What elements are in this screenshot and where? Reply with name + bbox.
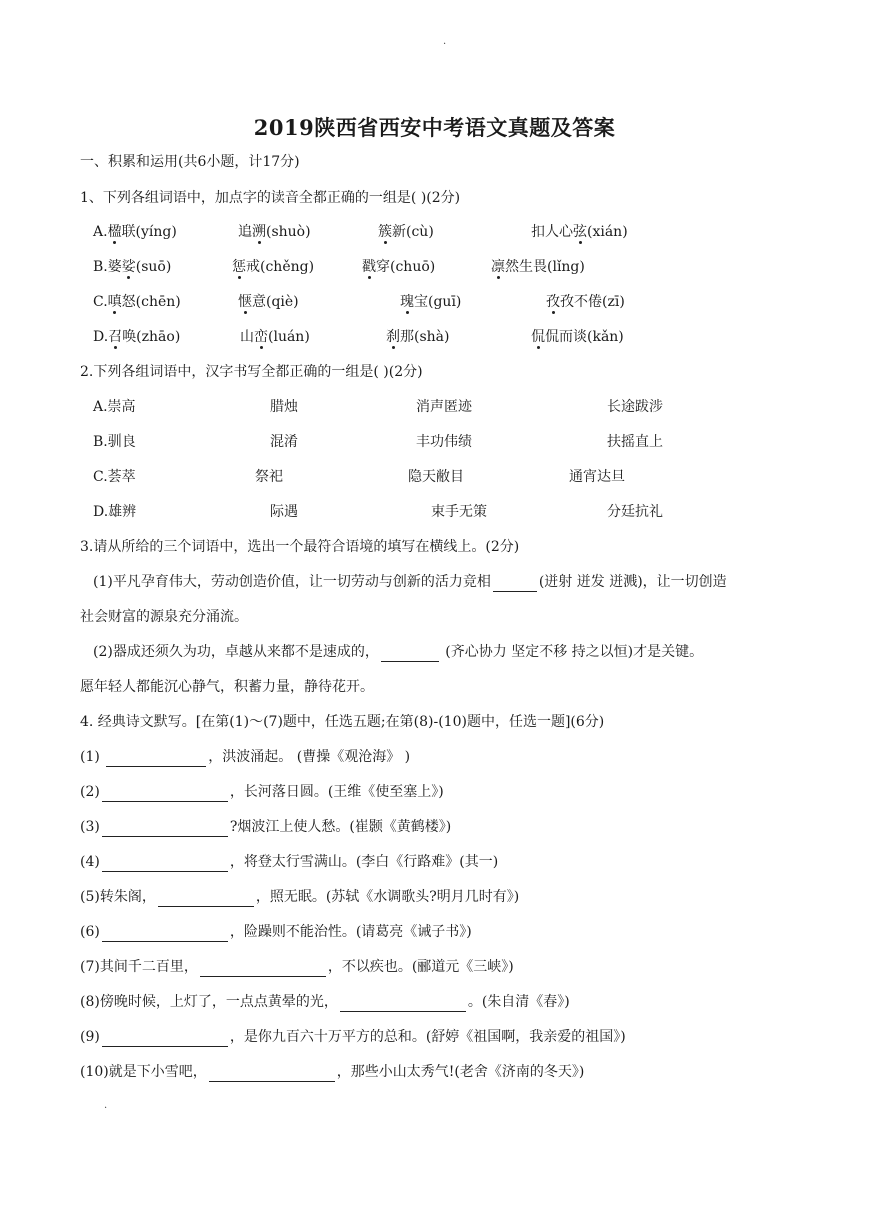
q1-option-a-3: 簇新(cù) (378, 224, 434, 240)
answer-blank[interactable] (102, 1031, 228, 1047)
item-prefix: (10)就是下小雪吧， (80, 1064, 207, 1080)
item-suffix: ，险躁则不能治性。(请葛亮《诫子书》) (229, 924, 472, 940)
q2-option-b-2: 混淆 (270, 434, 298, 450)
q2-option-d-4: 分廷抗礼 (607, 504, 663, 520)
q1-option-a-2: 追溯(shuò) (238, 224, 311, 240)
poem-item-6 (80, 922, 472, 942)
poem-item-4 (80, 852, 498, 872)
answer-blank[interactable] (340, 996, 466, 1012)
item-prefix: (2) (80, 784, 100, 800)
q2-option-d-1: D.雄辨 (93, 504, 137, 520)
header-dot: . (443, 36, 447, 47)
q2-option-c-4: 通宵达旦 (569, 469, 625, 485)
q2-option-b-1: B.驯良 (93, 434, 136, 450)
q2-option-a-2: 腊烛 (270, 399, 298, 415)
answer-blank[interactable] (102, 821, 228, 837)
item-suffix: ，不以疾也。(郦道元《三峡》) (327, 959, 514, 975)
answer-blank[interactable] (381, 646, 439, 662)
question-1-stem: 1、下列各组词语中，加点字的读音全都正确的一组是( )(2分) (80, 190, 461, 206)
answer-blank[interactable] (102, 856, 228, 872)
q3-p1-text-a: (1)平凡孕育伟大，劳动创造价值，让一切劳动与创新的活力竞相 (93, 574, 491, 590)
q3-p1-continuation: 社会财富的源泉充分涌流。 (80, 609, 248, 625)
q2-option-a-3: 消声匿迹 (416, 399, 472, 415)
q1-option-c-1: C.嗔怒(chēn) (93, 294, 181, 310)
poem-item-9 (80, 1027, 626, 1047)
answer-blank[interactable] (106, 751, 206, 767)
item-suffix: ，将登太行雪满山。(李白《行路难》(其一) (229, 854, 499, 870)
q1-option-c-2: 惬意(qiè) (238, 294, 299, 310)
item-prefix: (3) (80, 819, 100, 835)
q1-option-c-4: 孜孜不倦(zī) (546, 294, 625, 310)
poem-item-3 (80, 817, 451, 837)
q3-p2-text-b: (齐心协力 坚定不移 持之以恒)才是关键。 (445, 644, 704, 660)
q1-option-d-3: 刹那(shà) (386, 329, 450, 345)
q1-option-c-3: 瑰宝(guī) (400, 294, 462, 310)
q2-option-d-2: 际遇 (270, 504, 298, 520)
q2-option-c-2: 祭祀 (255, 469, 283, 485)
question-2-stem: 2.下列各组词语中，汉字书写全都正确的一组是( )(2分) (80, 364, 423, 380)
item-prefix: (1) (80, 749, 105, 765)
item-prefix: (6) (80, 924, 100, 940)
question-3-part-2 (93, 642, 703, 662)
item-prefix: (8)傍晚时候，上灯了，一点点黄晕的光， (80, 994, 338, 1010)
q2-option-a-1: A.崇高 (93, 399, 136, 415)
q2-option-a-4: 长途跋涉 (607, 399, 663, 415)
item-suffix: ，长河落日圆。(王维《使至塞上》) (229, 784, 444, 800)
answer-blank[interactable] (158, 891, 254, 907)
q2-option-b-3: 丰功伟绩 (416, 434, 472, 450)
question-3-stem: 3.请从所给的三个词语中，选出一个最符合语境的填写在横线上。(2分) (80, 539, 520, 555)
page-title: 2019陕西省西安中考语文真题及答案 (253, 115, 616, 140)
poem-item-1 (80, 747, 410, 767)
question-4-stem: 4. 经典诗文默写。[在第(1)～(7)题中，任选五题;在第(8)-(10)题中，任选一题](6分) (80, 714, 605, 730)
poem-item-2 (80, 782, 444, 802)
item-prefix: (4) (80, 854, 100, 870)
answer-blank[interactable] (200, 961, 326, 977)
q1-option-b-3: 戳穿(chuō) (362, 259, 436, 275)
q1-option-d-4: 侃侃而谈(kǎn) (531, 329, 624, 345)
q2-option-c-3: 隐天敝目 (408, 469, 464, 485)
answer-blank[interactable] (102, 926, 228, 942)
poem-item-7 (80, 957, 514, 977)
q1-option-d-1: D.召唤(zhāo) (93, 329, 181, 345)
question-3-part-1 (93, 572, 727, 592)
item-suffix: ?烟波江上使人愁。(崔颢《黄鹤楼》) (229, 819, 452, 835)
item-suffix: ，那些小山太秀气!(老舍《济南的冬天》) (336, 1064, 585, 1080)
q1-option-b-4: 凛然生畏(lǐng) (491, 259, 585, 275)
item-suffix: 。(朱自清《春》) (467, 994, 570, 1010)
q1-option-b-1: B.婆娑(suō) (93, 259, 172, 275)
poem-item-5 (80, 887, 519, 907)
q3-p2-text-a: (2)器成还须久为功，卓越从来都不是速成的， (93, 644, 379, 660)
poem-item-8 (80, 992, 570, 1012)
answer-blank[interactable] (209, 1066, 335, 1082)
q1-option-a-1: A.楹联(yíng) (93, 224, 177, 240)
q3-p1-text-b: (迸射 迸发 迸溅)，让一切创造 (538, 574, 727, 590)
q2-option-d-3: 束手无策 (431, 504, 487, 520)
answer-blank[interactable] (102, 786, 228, 802)
item-suffix: ，是你九百六十万平方的总和。(舒婷《祖国啊，我亲爱的祖国》) (229, 1029, 626, 1045)
poem-item-10 (80, 1062, 584, 1082)
q1-option-a-4: 扣人心弦(xián) (531, 224, 628, 240)
q2-option-c-1: C.荟萃 (93, 469, 136, 485)
answer-blank[interactable] (493, 576, 537, 592)
item-prefix: (9) (80, 1029, 100, 1045)
item-prefix: (7)其间千二百里， (80, 959, 198, 975)
section-heading: 一、积累和运用(共6小题，计17分) (80, 154, 300, 170)
item-suffix: ，洪波涌起。 (曹操《观沧海》 ) (208, 749, 411, 765)
q1-option-b-2: 惩戒(chěng) (232, 259, 315, 275)
footer-dot: . (104, 1100, 108, 1111)
item-suffix: ，照无眠。(苏轼《水调歌头?明月几时有》) (255, 889, 520, 905)
q3-p2-continuation: 愿年轻人都能沉心静气，积蓄力量，静待花开。 (80, 679, 374, 695)
item-prefix: (5)转朱阁， (80, 889, 156, 905)
q1-option-d-2: 山峦(luán) (240, 329, 310, 345)
q2-option-b-4: 扶摇直上 (607, 434, 663, 450)
